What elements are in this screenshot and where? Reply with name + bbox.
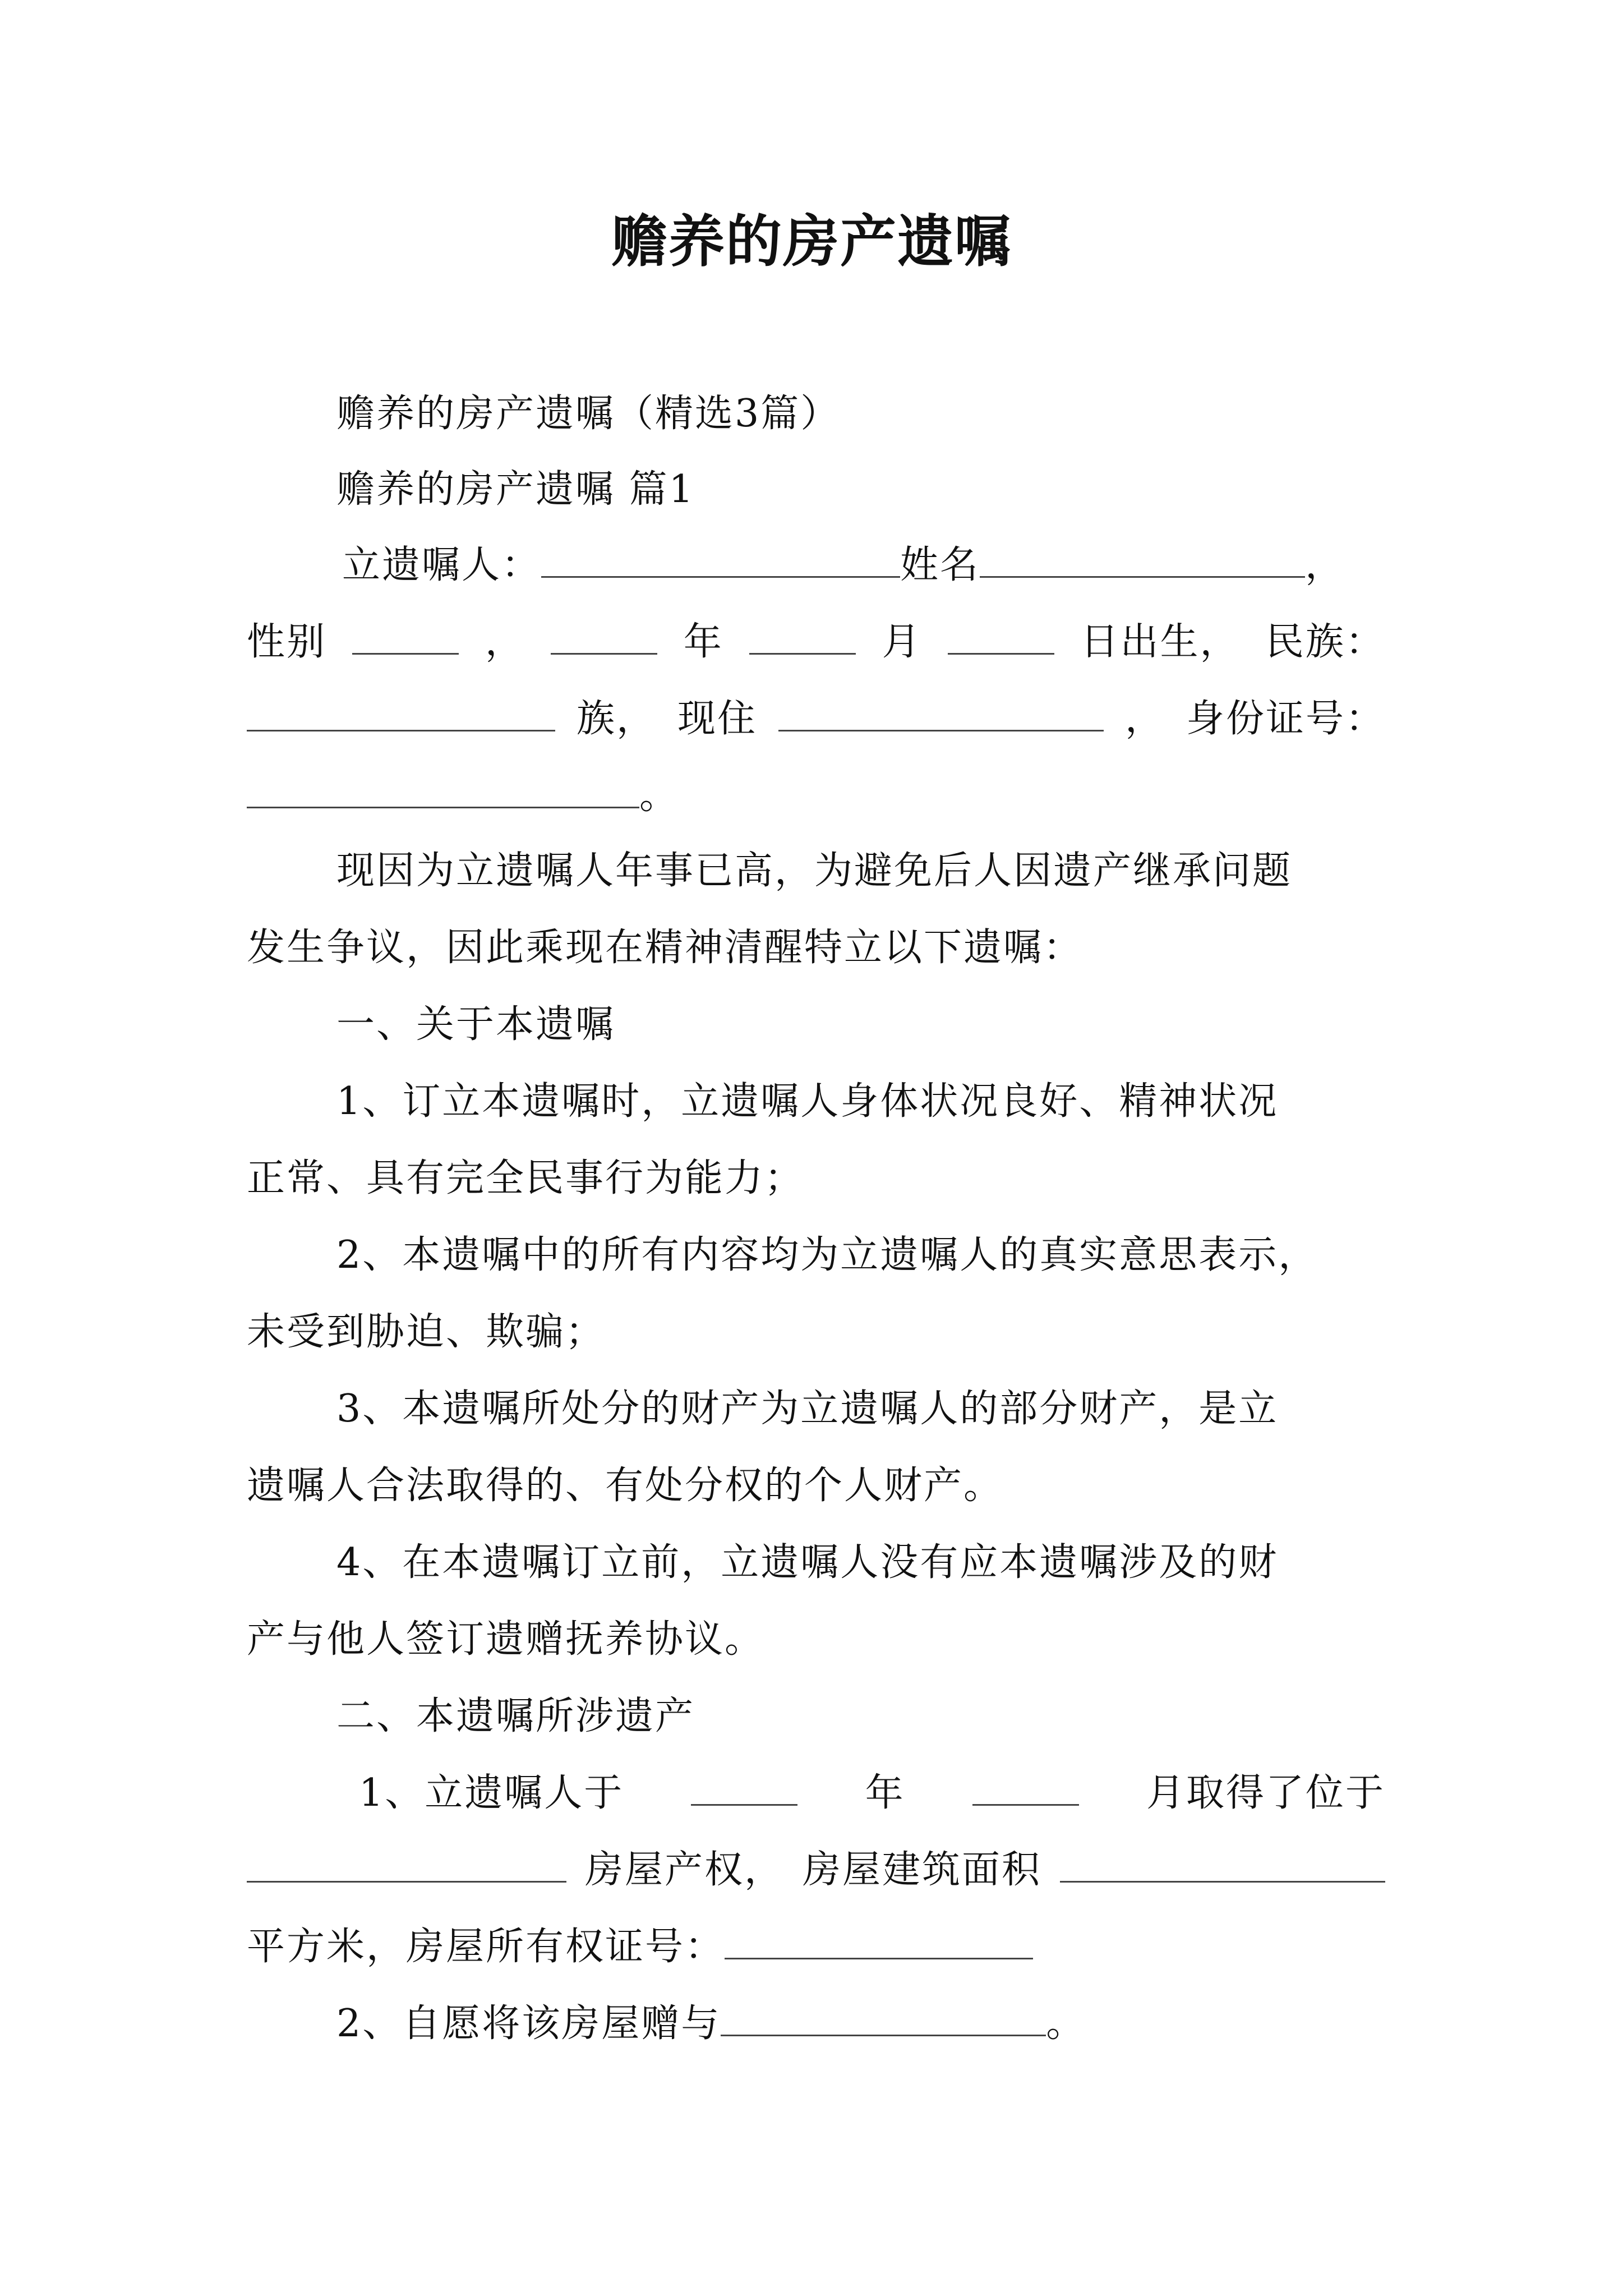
estate-year-label: 年 (865, 1771, 905, 1815)
address-blank (778, 695, 1104, 731)
estate-line-4 (247, 1996, 1385, 2052)
born-label: 日出生， (1080, 620, 1240, 664)
name-blank (980, 541, 1305, 578)
part2-heading: 二、本遗嘱所涉遗产 (336, 1694, 695, 1738)
unit-label: 平方米， (247, 1925, 407, 1969)
name-label: 姓名 (900, 543, 980, 587)
birth-month-blank (749, 618, 856, 655)
cert-label: 房屋所有权证号： (406, 1925, 725, 1969)
item3-line-2: 遗嘱人合法取得的、有处分权的个人财产。 (247, 1464, 1004, 1508)
estate-line-3 (247, 1919, 1385, 1975)
gender-label: 性别 (247, 620, 327, 664)
item2-line-1: 2、本遗嘱中的所有内容均为立遗嘱人的真实意思表示， (336, 1233, 1318, 1277)
ethnicity-blank (247, 695, 555, 731)
area-blank (1060, 1846, 1385, 1883)
comma: ， (1124, 697, 1165, 741)
estate-month-label: 月取得了位于 (1146, 1771, 1385, 1815)
comma: ， (485, 620, 525, 664)
gender-blank (352, 618, 459, 655)
month-label: 月 (882, 620, 922, 664)
ethnicity-label: 民族： (1265, 620, 1385, 664)
item4-line-2: 产与他人签订遗赠抚养协议。 (247, 1617, 765, 1662)
testator-line-3 (247, 691, 1385, 747)
item3-line-1: 3、本遗嘱所处分的财产为立遗嘱人的部分财产，是立 (336, 1387, 1279, 1431)
birth-day-blank (948, 618, 1054, 655)
testator-label: 立遗嘱人： (342, 543, 542, 587)
intro-line-2: 发生争议，因此乘现在精神清醒特立以下遗嘱： (247, 926, 1083, 970)
intro-line-1: 现因为立遗嘱人年事已高，为避免后人因遗产继承问题 (336, 849, 1293, 893)
acquire-month-blank (972, 1769, 1079, 1806)
estate-line-2 (247, 1842, 1385, 1898)
testator-blank (541, 541, 900, 578)
section-title: 赡养的房产遗嘱 篇1 (336, 467, 695, 512)
estate-line-1 (247, 1765, 1385, 1821)
testator-line-4 (247, 768, 1385, 824)
item1-line-1: 1、订立本遗嘱时，立遗嘱人身体状况良好、精神状况 (336, 1079, 1279, 1124)
subtitle: 赡养的房产遗嘱（精选3篇） (336, 392, 841, 436)
item1-line-2: 正常、具有完全民事行为能力； (247, 1156, 805, 1200)
address-label: 现住 (677, 697, 757, 741)
comma: ， (1305, 543, 1345, 587)
testator-line-2 (247, 614, 1385, 670)
property-label: 房屋产权， (584, 1848, 784, 1892)
period: 。 (1046, 2001, 1086, 2046)
id-label: 身份证号： (1186, 697, 1385, 741)
document-title: 赡养的房产遗嘱 (611, 208, 1012, 274)
gift-label: 2、自愿将该房屋赠与 (336, 2001, 721, 2046)
year-label: 年 (683, 620, 723, 664)
period: 。 (639, 774, 680, 818)
testator-line-1 (247, 537, 1385, 593)
ethnic-suffix: 族， (576, 697, 656, 741)
area-label: 房屋建筑面积 (802, 1848, 1041, 1892)
part1-heading: 一、关于本遗嘱 (336, 1002, 616, 1047)
recipient-blank (721, 2000, 1046, 2036)
estate-prefix: 1、立遗嘱人于 (359, 1771, 624, 1815)
acquire-year-blank (691, 1769, 797, 1806)
birth-year-blank (551, 618, 657, 655)
id-blank (247, 772, 639, 808)
location-blank (247, 1846, 566, 1883)
item2-line-2: 未受到胁迫、欺骗； (247, 1310, 606, 1354)
cert-blank (725, 1923, 1033, 1959)
item4-line-1: 4、在本遗嘱订立前，立遗嘱人没有应本遗嘱涉及的财 (336, 1540, 1279, 1585)
